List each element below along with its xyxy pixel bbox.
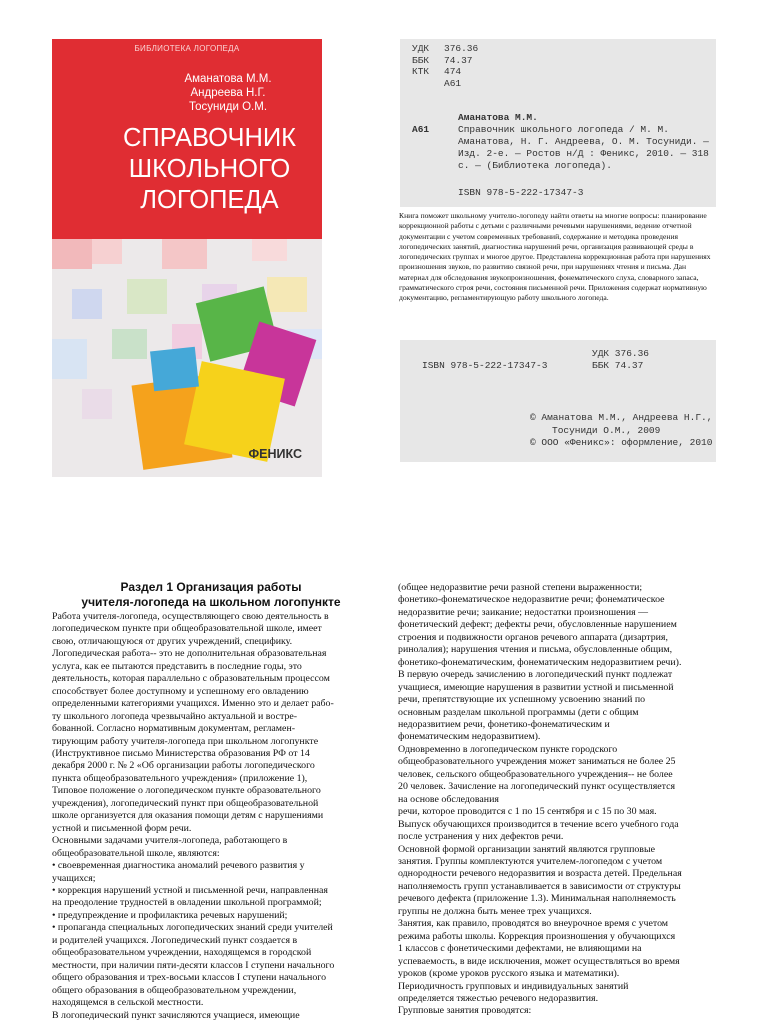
text-line: Выпуск обучающихся производится в течение всего учебного года — [398, 818, 679, 830]
text-line: Основными задачами учителя-логопеда, работающего в — [52, 835, 288, 847]
text-line: после устранения у них дефектов речи. — [398, 831, 564, 843]
text-line: человек, сельского общеобразовательного учреждения-- не более — [398, 768, 673, 780]
text-line: школе организуется для оказания помощи детям с нарушениями — [52, 810, 324, 822]
text-line: фонетико-фонематическое недоразвитие речи; фонематическое — [398, 594, 665, 606]
text-line: Групповые занятия проводятся: — [398, 1005, 532, 1017]
text-line: однородности речевого недоразвития и возраста детей. Предельная — [398, 868, 682, 880]
text-line: занятия. Группы комплектуются учителем-логопедом с учетом — [398, 855, 663, 867]
book-cover-image — [52, 39, 322, 477]
code-value: 74.37 — [444, 54, 473, 66]
text-line: недоразвитие речи; заикание; недостатки произношения — — [398, 606, 648, 618]
text-line: устной и письменной форм речи. — [52, 822, 192, 834]
code-key: КТК — [412, 66, 430, 77]
text-line: ту школьного логопеда чрезвычайно актуальной и востре- — [52, 710, 297, 722]
cover-series-label: БИБЛИОТЕКА ЛОГОПЕДА — [134, 44, 240, 53]
text-line: недоразвитием речи, фонетико-фонематическим и — [398, 718, 610, 730]
body-text — [52, 611, 370, 1022]
text-line: учреждения), логопедический пункт при общеобразовательной — [52, 797, 319, 809]
text-line: определенными категориями учащихся. Именно это и делает рабо- — [52, 698, 334, 710]
text-line: Периодичность групповых и индивидуальных занятий — [398, 980, 629, 992]
copyright-notice — [530, 412, 716, 450]
text-line: логопедическом пункте при общеобразовательной школе, имеет — [52, 623, 322, 635]
text-line: учащихся; — [52, 872, 96, 884]
text-line: Занятия, как правило, проводятся во внеурочное время с учетом — [398, 918, 669, 930]
text-line: речевого дефекта (приложение 1.3). Минимальная наполняемость — [398, 893, 676, 905]
bibliographic-record: Справочник школьного логопеда / М. М. Аманатова, Н. Г. Андреева, О. М. Тосуниди. — Изд. 2-е. — Ростов н/Д : Феникс, 2010. — 318 с. — (Библиотека логопеда). — [458, 124, 709, 171]
text-line: В логопедический пункт зачисляются учащиеся, имеющие — [52, 1009, 300, 1021]
code-value: 474 — [444, 66, 462, 77]
text-line: Логопедическая работа-- это не дополнительная образовательная — [52, 648, 327, 660]
bbk-code: ББК 74.37 — [592, 360, 644, 371]
mosaic-tile — [162, 239, 207, 269]
cover-title — [97, 123, 322, 216]
text-line: пункта общеобразовательного учреждения» (приложение 1), — [52, 772, 308, 784]
text-line: • предупреждение и профилактика речевых нарушений; — [52, 909, 288, 921]
mosaic-tile — [52, 339, 87, 379]
text-line: общеобразовательной школе, являются: — [52, 847, 220, 859]
text-line: свою, отличающуюся от других учреждений, специфику. — [52, 635, 293, 647]
code-key: УДК — [412, 43, 430, 54]
text-line: • своевременная диагностика аномалий речевого развития у — [52, 860, 305, 872]
text-line: общеобразовательном учреждении, находящемся в городской — [52, 947, 312, 959]
code-key: ББК — [412, 54, 430, 66]
mosaic-tile — [92, 239, 122, 264]
text-line: строения и подвижности органов речевого аппарата (дизартрия, — [398, 631, 668, 643]
text-line: общеобразовательного учреждения может заниматься не более 25 — [398, 756, 676, 768]
copyright-line: © Аманатова М.М., Андреева Н.Г., — [530, 412, 713, 423]
text-line: 20 человек. Зачисление на логопедический пункт осуществляется — [398, 781, 675, 793]
text-line: общего образования и трех-восьми классов I ступени начального — [52, 972, 327, 984]
cover-author: Андреева Н.Г. — [190, 87, 266, 99]
text-line: Работа учителя-логопеда, осуществляющего свою деятельность в — [52, 611, 329, 622]
cover-author: Аманатова М.М. — [184, 73, 272, 85]
text-line: 1 классов с фонетическими дефектами, не влияющими на — [398, 943, 642, 955]
mosaic-tile — [82, 389, 112, 419]
text-line: тирующим работу учителя-логопеда при школьном логопункте — [52, 735, 319, 747]
mosaic-tile — [52, 239, 92, 269]
text-line: фонематическим недоразвитием). — [398, 731, 541, 743]
text-line: общего образования в общеобразовательном учреждении, — [52, 984, 297, 996]
imprint-author: Аманатова М.М. — [458, 112, 538, 123]
imprint-index: А61 — [412, 124, 430, 135]
classification-codes — [592, 348, 649, 372]
text-line: на основе обследования — [398, 793, 499, 805]
text-line: услуга, как ее пытаются представить в последние годы, это — [52, 660, 302, 672]
text-line: Основной формой организации занятий являются групповые — [398, 843, 655, 855]
text-line: учащиеся, имеющие нарушения в развитии устной и письменной — [398, 681, 674, 693]
cover-publisher: ФЕНИКС — [248, 447, 302, 461]
text-line: Типовое положение о логопедическом пункте образовательного — [52, 785, 321, 797]
text-line: речи, препятствующие их успешному усвоению знаний по — [398, 694, 646, 706]
text-line: (Инструктивное письмо Министерства образования РФ от 14 — [52, 747, 310, 759]
text-line: фонетический дефект; дефекты речи, обусловленные нарушением — [398, 619, 677, 631]
imprint-panel-bottom — [400, 340, 716, 462]
imprint-panel-top — [400, 39, 716, 207]
cover-title-line: ШКОЛЬНОГО — [128, 155, 291, 183]
mosaic-tile — [72, 289, 102, 319]
text-line: определяется тяжестью речевого недоразвития. — [398, 992, 599, 1004]
text-line: • пропаганда специальных логопедических знаний среди учителей — [52, 922, 333, 934]
mosaic-tile — [267, 277, 307, 312]
cover-author: Тосуниди О.М. — [188, 101, 268, 113]
blue-block — [150, 347, 199, 391]
text-line: Одновременно в логопедическом пункте городского — [398, 743, 618, 755]
text-line: (общее недоразвитие речи разной степени выраженности; — [398, 582, 643, 593]
cover-title-line: СПРАВОЧНИК — [122, 124, 297, 152]
code-value: А61 — [444, 77, 462, 89]
code-row — [412, 55, 478, 67]
text-line: бованной. Согласно нормативным документам, регламен- — [52, 723, 296, 735]
isbn-label: ISBN 978-5-222-17347-3 — [458, 187, 584, 198]
text-line: речи, которое проводится с 1 по 15 сентября и с 15 по 30 мая. — [398, 806, 657, 818]
text-column-left — [52, 580, 370, 1022]
mosaic-tile — [252, 239, 287, 261]
text-line: способствует более доступному и успешному его овладению — [52, 685, 309, 697]
text-column-right — [398, 582, 728, 1018]
book-annotation: Книга поможет школьному учителю-логопеду найти ответы на многие вопросы: планирование коррекционной работы с детьми с различными речевыми нарушениями, ведение отчетной документации с учетом современных требований, содержание и методика проведения логопедических занятий, диагностика нарушений речи, организация развивающей среды в логопедических группах и многое другое. Представлена коррекционная работа при нарушениях произношения звуков, по развитию связной речи, при нарушениях чтения и письма. Дан материал для обследования звукопроизношения, фонематического слуха, словарного запаса, грамматического строя речи, состояния письменной речи. Приложения содержат нормативную документацию, регламентирующую работу школьного логопеда. — [399, 211, 711, 303]
text-line: успеваемость, в виде исключения, может осуществляться во время — [398, 955, 680, 967]
text-line: на преодоление трудностей в овладении школьной программой; — [52, 897, 322, 909]
text-line: местности, при наличии пяти-десяти классов I ступени начального — [52, 959, 335, 971]
section-title — [52, 580, 370, 610]
text-line: и родителей учащихся. Логопедический пункт создается в — [52, 934, 298, 946]
code-row — [412, 43, 478, 55]
text-line: ринолалия); нарушения чтения и письма, обусловленные общим, — [398, 644, 673, 656]
classification-codes — [412, 43, 478, 89]
text-line: группы не должна быть менее трех учащихся. — [398, 905, 592, 917]
udk-code: УДК 376.36 — [592, 348, 650, 359]
section-title-line: учителя-логопеда на школьном логопункте — [81, 595, 341, 609]
text-line: находящемся в сельской местности. — [52, 997, 204, 1009]
cover-authors — [138, 72, 318, 114]
text-line: основным разделам школьной программы (дети с общим — [398, 706, 639, 718]
text-line: фонетико-фонематическим, фонематическим недоразвитием речи). — [398, 656, 682, 668]
copyright-line: Тосуниди О.М., 2009 — [552, 424, 661, 436]
text-line: • коррекция нарушений устной и письменной речи, направленная — [52, 884, 328, 896]
text-line: декабря 2000 г. № 2 «Об организации работы логопедического — [52, 760, 315, 772]
section-title-line: Раздел 1 Организация работы — [120, 580, 302, 594]
code-row — [412, 78, 478, 90]
text-line: наполняемость групп устанавливается в зависимости от структуры — [398, 880, 681, 892]
copyright-line: © ООО «Феникс»: оформление, 2010 — [530, 437, 713, 448]
code-value: 376.36 — [444, 43, 479, 54]
text-line: режима работы школы. Коррекция произношения у обучающихся — [398, 930, 676, 942]
isbn-label: ISBN 978-5-222-17347-3 — [422, 360, 548, 371]
text-line: В первую очередь зачислению в логопедический пункт подлежат — [398, 669, 673, 681]
body-text — [398, 582, 728, 1018]
mosaic-tile — [112, 329, 147, 359]
cover-title-line: ЛОГОПЕДА — [140, 186, 279, 214]
code-row — [412, 66, 478, 78]
mosaic-tile — [127, 279, 167, 314]
text-line: деятельность, которая параллельно с образовательным процессом — [52, 673, 330, 685]
text-line: уроков (кроме уроков русского языка и математики). — [398, 968, 620, 980]
